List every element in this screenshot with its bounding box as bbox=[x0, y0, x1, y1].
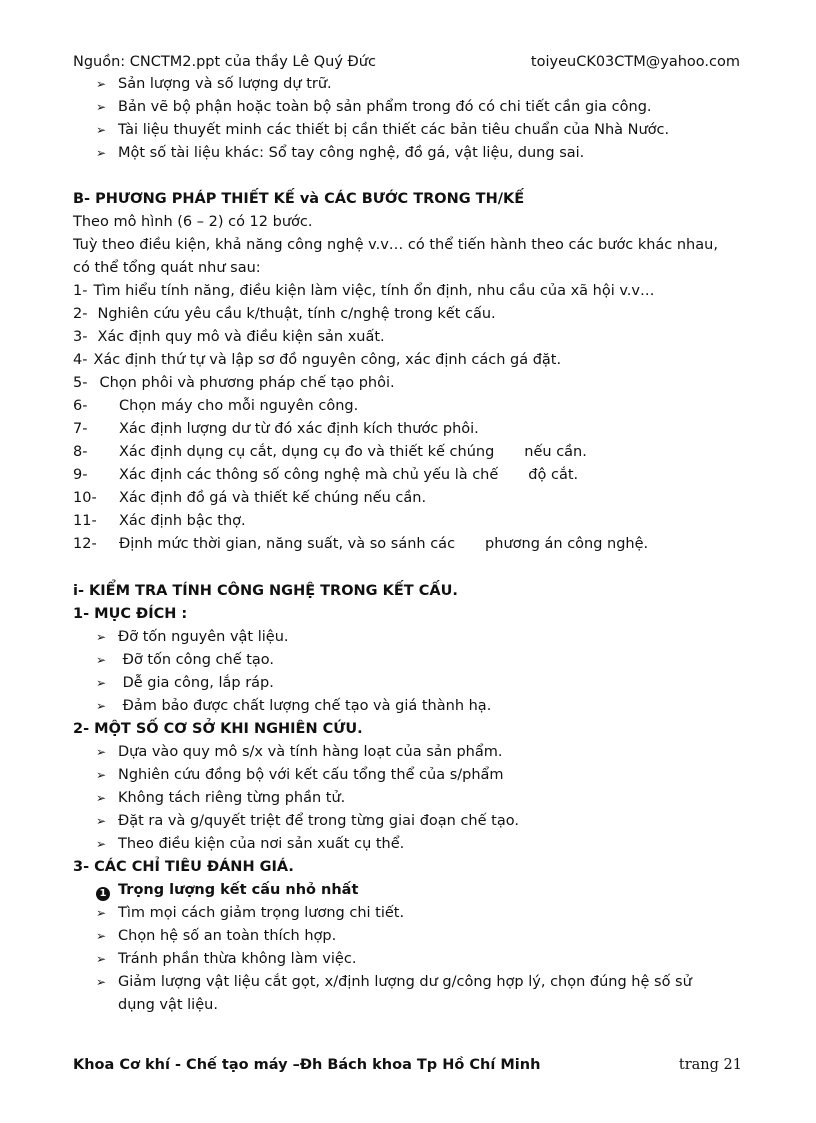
step-item: 6- Chọn máy cho mỗi nguyên công. bbox=[73, 398, 359, 414]
step-item: 9- Xác định các thông số công nghệ mà chủ yếu là chế độ cắt. bbox=[73, 467, 579, 483]
list-item: ➢ Không tách riêng từng phần tử. bbox=[96, 790, 346, 806]
section-b-intro: có thể tổng quát như sau: bbox=[73, 260, 261, 276]
arrow-bullet-icon: ➢ bbox=[96, 814, 107, 828]
header-email: toiyeuCK03CTM@yahoo.com bbox=[530, 54, 740, 70]
list-item: ➢ Giảm lượng vật liệu cắt gọt, x/định lượng dư g/công hợp lý, chọn đúng hệ số sử bbox=[96, 974, 692, 990]
heading-co-so: 2- MỘT SỐ CƠ SỞ KHI NGHIÊN CỨU. bbox=[73, 721, 363, 737]
arrow-bullet-icon: ➢ bbox=[96, 699, 107, 713]
list-item: ➢ Đỡ tốn công chế tạo. bbox=[96, 652, 275, 668]
arrow-bullet-icon: ➢ bbox=[96, 837, 107, 851]
list-item: ➢ Đỡ tốn nguyên vật liệu. bbox=[96, 629, 289, 645]
footer-faculty: Khoa Cơ khí - Chế tạo máy –Đh Bách khoa Tp Hồ Chí Minh bbox=[73, 1057, 541, 1073]
arrow-bullet-icon: ➢ bbox=[96, 653, 107, 667]
arrow-bullet-icon: ➢ bbox=[96, 906, 107, 920]
list-item: ➢ Đặt ra và g/quyết triệt để trong từng giai đoạn chế tạo. bbox=[96, 813, 519, 829]
arrow-bullet-icon: ➢ bbox=[96, 630, 107, 644]
step-item: 4- Xác định thứ tự và lập sơ đồ nguyên công, xác định cách gá đặt. bbox=[73, 352, 562, 368]
heading-chi-tieu: 3- CÁC CHỈ TIÊU ĐÁNH GIÁ. bbox=[73, 859, 294, 875]
sub-heading: 1 Trọng lượng kết cấu nhỏ nhất bbox=[96, 880, 358, 901]
arrow-bullet-icon: ➢ bbox=[96, 952, 107, 966]
step-item: 12- Định mức thời gian, năng suất, và so sánh các phương án công nghệ. bbox=[73, 536, 649, 552]
list-item: ➢ Tài liệu thuyết minh các thiết bị cần thiết các bản tiêu chuẩn của Nhà Nước. bbox=[96, 122, 670, 138]
arrow-bullet-icon: ➢ bbox=[96, 100, 107, 114]
list-item: ➢ Dễ gia công, lắp ráp. bbox=[96, 675, 274, 691]
arrow-bullet-icon: ➢ bbox=[96, 77, 107, 91]
section-b-intro: Theo mô hình (6 – 2) có 12 bước. bbox=[73, 214, 313, 230]
list-item: ➢ Chọn hệ số an toàn thích hợp. bbox=[96, 928, 337, 944]
list-item: ➢ Bản vẽ bộ phận hoặc toàn bộ sản phẩm trong đó có chi tiết cần gia công. bbox=[96, 99, 652, 115]
arrow-bullet-icon: ➢ bbox=[96, 929, 107, 943]
list-item: ➢ Tìm mọi cách giảm trọng lương chi tiết. bbox=[96, 905, 405, 921]
step-item: 3- Xác định quy mô và điều kiện sản xuất. bbox=[73, 329, 385, 345]
arrow-bullet-icon: ➢ bbox=[96, 791, 107, 805]
header-source: Nguồn: CNCTM2.ppt của thầy Lê Quý Đức bbox=[73, 54, 376, 70]
list-item: ➢ Theo điều kiện của nơi sản xuất cụ thể. bbox=[96, 836, 405, 852]
step-item: 8- Xác định dụng cụ cắt, dụng cụ đo và thiết kế chúng nếu cần. bbox=[73, 444, 587, 460]
section-b-intro: Tuỳ theo điều kiện, khả năng công nghệ v.v… có thể tiến hành theo các bước khác nhau, bbox=[73, 237, 718, 253]
step-item: 2- Nghiên cứu yêu cầu k/thuật, tính c/nghệ trong kết cấu. bbox=[73, 306, 496, 322]
list-item: ➢ Sản lượng và số lượng dự trữ. bbox=[96, 76, 332, 92]
step-item: 5- Chọn phôi và phương pháp chế tạo phôi. bbox=[73, 375, 395, 391]
arrow-bullet-icon: ➢ bbox=[96, 146, 107, 160]
arrow-bullet-icon: ➢ bbox=[96, 123, 107, 137]
page-number: trang 21 bbox=[678, 1057, 742, 1073]
arrow-bullet-icon: ➢ bbox=[96, 768, 107, 782]
section-b-title: B- PHƯƠNG PHÁP THIẾT KẾ và CÁC BƯỚC TRONG TH/KẾ bbox=[73, 191, 525, 207]
arrow-bullet-icon: ➢ bbox=[96, 676, 107, 690]
arrow-bullet-icon: ➢ bbox=[96, 745, 107, 759]
list-item: ➢ Một số tài liệu khác: Sổ tay công nghệ, đồ gá, vật liệu, dung sai. bbox=[96, 145, 585, 161]
list-item-continuation: dụng vật liệu. bbox=[118, 997, 218, 1013]
list-item: ➢ Nghiên cứu đồng bộ với kết cấu tổng thể của s/phẩm bbox=[96, 767, 504, 783]
list-item: ➢ Dựa vào quy mô s/x và tính hàng loạt của sản phẩm. bbox=[96, 744, 503, 760]
list-item: ➢ Tránh phần thừa không làm việc. bbox=[96, 951, 357, 967]
section-i-title: i- KIỂM TRA TÍNH CÔNG NGHỆ TRONG KẾT CẤU. bbox=[73, 583, 458, 599]
arrow-bullet-icon: ➢ bbox=[96, 975, 107, 989]
list-item: ➢ Đảm bảo được chất lượng chế tạo và giá thành hạ. bbox=[96, 698, 492, 714]
heading-muc-dich: 1- MỤC ĐÍCH : bbox=[73, 606, 188, 622]
step-item: 10- Xác định đồ gá và thiết kế chúng nếu cần. bbox=[73, 490, 427, 506]
step-item: 1- Tìm hiểu tính năng, điều kiện làm việc, tính ổn định, nhu cầu của xã hội v.v… bbox=[73, 283, 655, 299]
step-item: 11- Xác định bậc thợ. bbox=[73, 513, 246, 529]
step-item: 7- Xác định lượng dư từ đó xác định kích thước phôi. bbox=[73, 421, 479, 437]
filled-circle-one-icon: 1 bbox=[96, 887, 110, 901]
